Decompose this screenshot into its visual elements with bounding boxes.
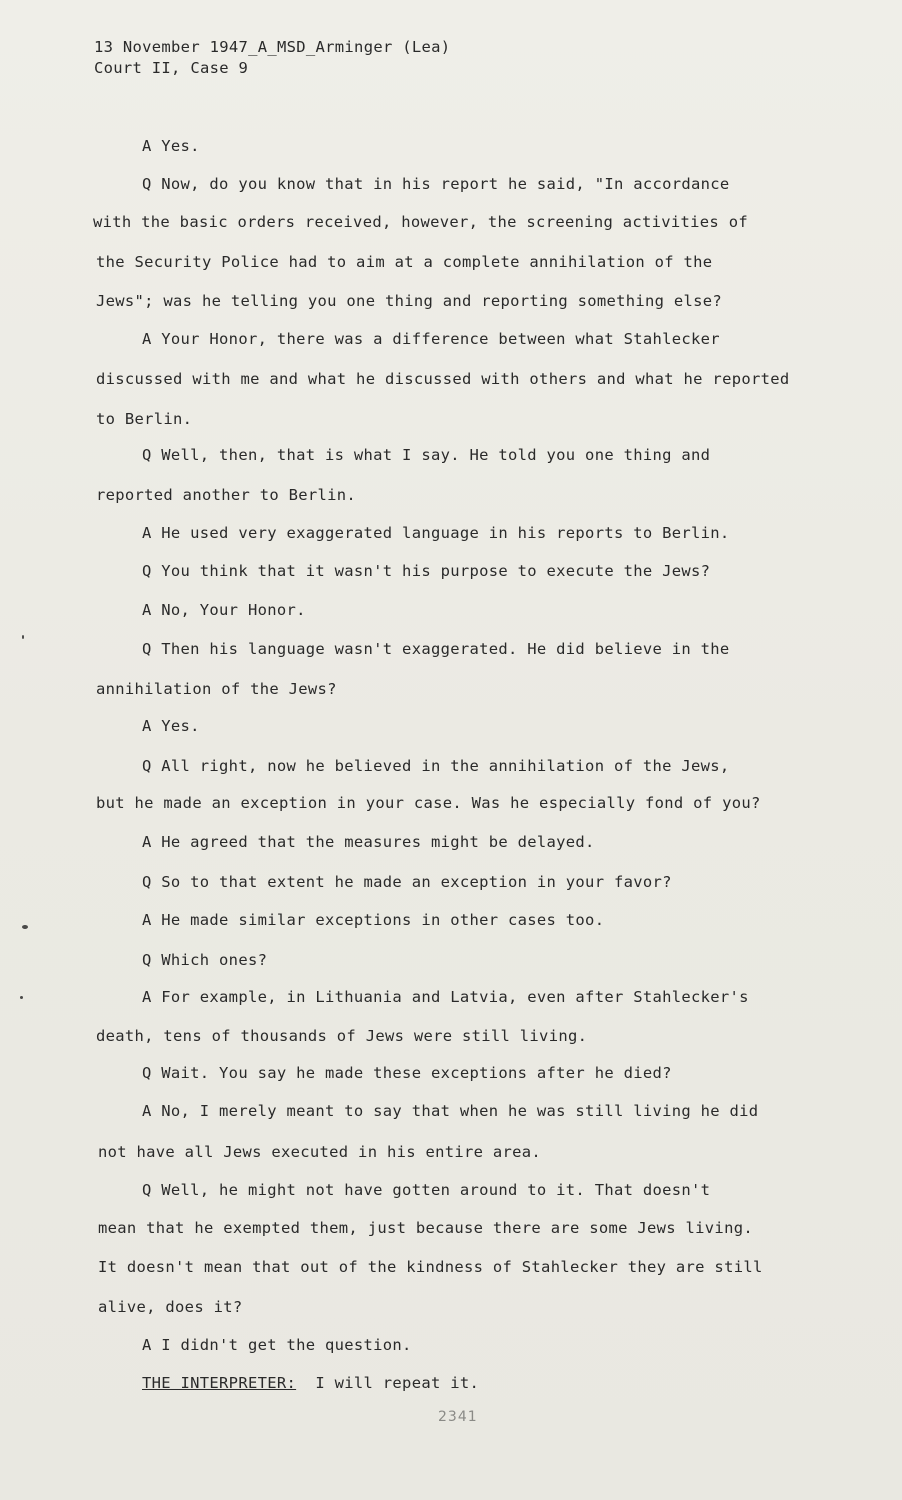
header-date-line: 13 November 1947_A_MSD_Arminger (Lea)	[94, 38, 451, 56]
transcript-line: A No, Your Honor.	[142, 601, 306, 619]
transcript-line: Q Well, then, that is what I say. He told you one thing and	[142, 446, 711, 464]
interpreter-line	[142, 1374, 479, 1392]
transcript-line: A He used very exaggerated language in his reports to Berlin.	[142, 524, 730, 542]
transcript-line: not have all Jews executed in his entire area.	[98, 1143, 542, 1161]
transcript-line: It doesn't mean that out of the kindness of Stahlecker they are still	[98, 1258, 763, 1276]
transcript-line: Q Wait. You say he made these exceptions after he died?	[142, 1064, 672, 1082]
transcript-line: death, tens of thousands of Jews were still living.	[96, 1027, 588, 1045]
transcript-line: mean that he exempted them, just because there are some Jews living.	[98, 1219, 753, 1237]
transcript-line: the Security Police had to aim at a complete annihilation of the	[96, 253, 713, 271]
transcript-line: Q Now, do you know that in his report he said, "In accordance	[142, 175, 730, 193]
transcript-line: A Yes.	[142, 137, 200, 155]
interpreter-label: THE INTERPRETER:	[142, 1374, 297, 1392]
transcript-line: with the basic orders received, however, the screening activities of	[93, 213, 748, 231]
transcript-line: but he made an exception in your case. Was he especially fond of you?	[96, 794, 761, 812]
transcript-line: A For example, in Lithuania and Latvia, even after Stahlecker's	[142, 988, 749, 1006]
scan-mark	[22, 635, 24, 639]
transcript-line: A He made similar exceptions in other cases too.	[142, 911, 605, 929]
transcript-line: Q All right, now he believed in the annihilation of the Jews,	[142, 757, 730, 775]
transcript-line: Q So to that extent he made an exception in your favor?	[142, 873, 672, 891]
transcript-line: A He agreed that the measures might be delayed.	[142, 833, 595, 851]
transcript-line: Jews"; was he telling you one thing and reporting something else?	[96, 292, 723, 310]
transcript-line: Q Then his language wasn't exaggerated. He did believe in the	[142, 640, 730, 658]
transcript-line: A I didn't get the question.	[142, 1336, 412, 1354]
scan-mark	[22, 925, 28, 929]
transcript-line: Q Well, he might not have gotten around to it. That doesn't	[142, 1181, 711, 1199]
transcript-line: to Berlin.	[96, 410, 193, 428]
transcript-line: A Yes.	[142, 717, 200, 735]
transcript-line: A Your Honor, there was a difference between what Stahlecker	[142, 330, 720, 348]
transcript-line: alive, does it?	[98, 1298, 243, 1316]
transcript-line: discussed with me and what he discussed with others and what he reported	[96, 370, 790, 388]
page-number: 2341	[438, 1409, 478, 1425]
transcript-line: Q Which ones?	[142, 951, 268, 969]
scan-mark	[20, 996, 23, 999]
transcript-line: Q You think that it wasn't his purpose to execute the Jews?	[142, 562, 711, 580]
interpreter-text: I will repeat it.	[315, 1374, 480, 1392]
transcript-line: reported another to Berlin.	[96, 486, 357, 504]
header-court-line: Court II, Case 9	[94, 59, 249, 77]
transcript-line: annihilation of the Jews?	[96, 680, 337, 698]
transcript-line: A No, I merely meant to say that when he was still living he did	[142, 1102, 759, 1120]
